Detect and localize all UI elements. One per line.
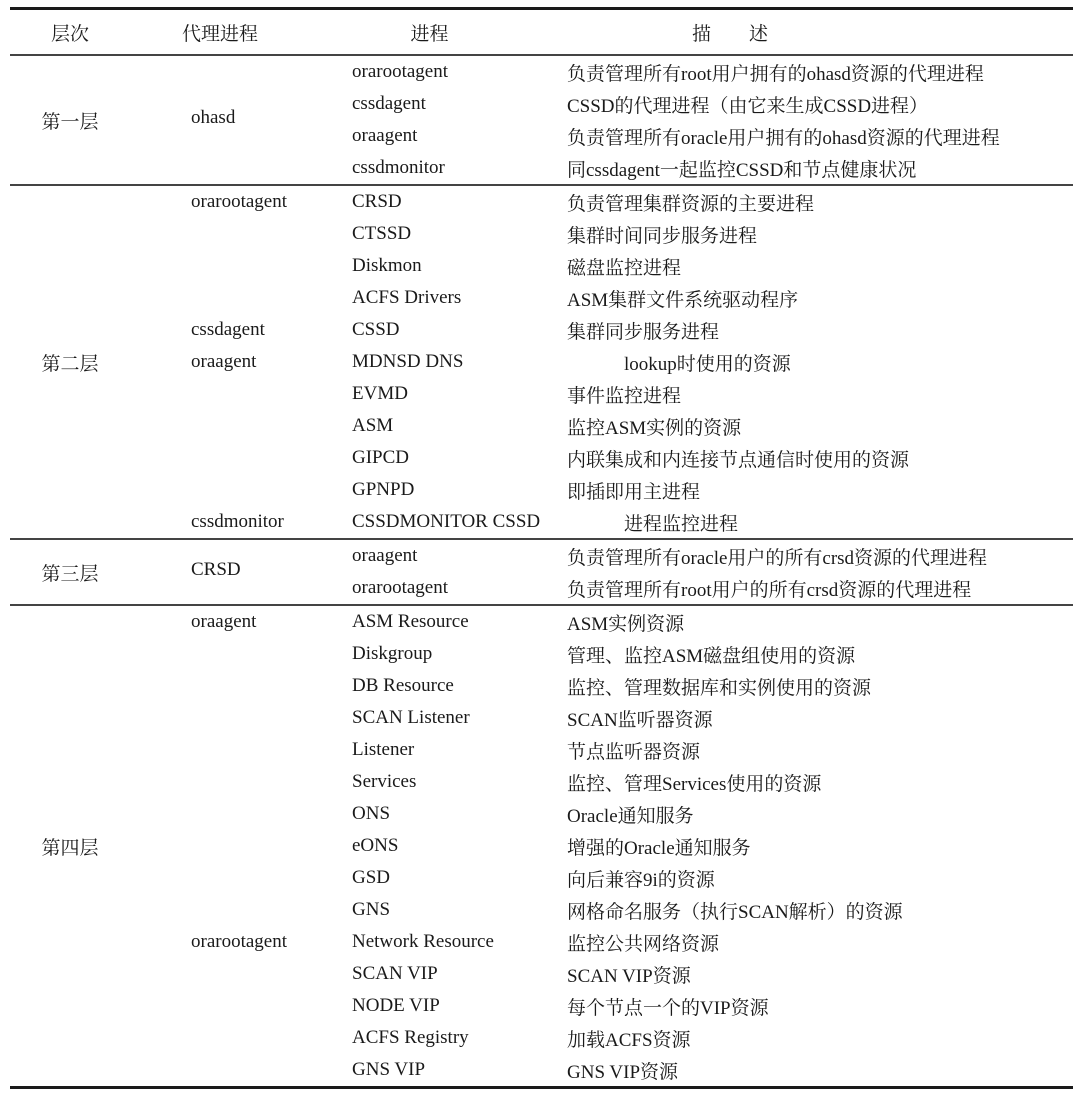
process-cell: ASM xyxy=(352,415,394,436)
header-process: 进程 xyxy=(410,23,449,45)
process-cell: CTSSD xyxy=(352,223,412,244)
layer-label: 第二层 xyxy=(41,354,99,375)
process-cell: NODE VIP xyxy=(352,995,440,1016)
layer-group xyxy=(10,186,1073,538)
layer-group xyxy=(10,540,1073,604)
agent-cell: oraagent xyxy=(191,611,257,632)
header-agent: 代理进程 xyxy=(182,23,259,45)
description-cell: Oracle通知服务 xyxy=(567,805,694,827)
description-cell: 加载ACFS资源 xyxy=(567,1029,691,1051)
table-body xyxy=(10,56,1073,1086)
agent-cell: cssdagent xyxy=(191,319,265,340)
process-cell: ACFS Registry xyxy=(352,1027,469,1048)
description-cell: 负责管理所有root用户拥有的ohasd资源的代理进程 xyxy=(567,63,984,85)
table-row xyxy=(10,990,1073,1022)
table-row xyxy=(10,442,1073,474)
table-row xyxy=(10,314,1073,346)
layer-group xyxy=(10,606,1073,1086)
process-cell: EVMD xyxy=(352,383,408,404)
table-row xyxy=(10,186,1073,218)
table-row xyxy=(10,282,1073,314)
table-row xyxy=(10,378,1073,410)
description-cell: 即插即用主进程 xyxy=(567,481,701,503)
process-cell: ASM Resource xyxy=(352,611,469,632)
process-cell: cssdmonitor xyxy=(352,157,445,178)
agent-cell: oraagent xyxy=(191,351,257,372)
table-row xyxy=(10,474,1073,506)
table-row xyxy=(10,638,1073,670)
layer-label: 第一层 xyxy=(41,112,99,133)
description-cell: 事件监控进程 xyxy=(567,385,682,407)
process-cell: SCAN Listener xyxy=(352,707,470,728)
process-cell: oraagent xyxy=(352,125,418,146)
description-cell: GNS VIP资源 xyxy=(567,1061,679,1083)
description-cell: 负责管理所有oracle用户拥有的ohasd资源的代理进程 xyxy=(567,127,1000,149)
table-row xyxy=(10,606,1073,638)
table-row xyxy=(10,670,1073,702)
description-cell: SCAN VIP资源 xyxy=(567,965,691,987)
description-cell: 负责管理所有oracle用户的所有crsd资源的代理进程 xyxy=(567,547,988,569)
agent-label: ohasd xyxy=(191,107,236,128)
description-cell: 监控公共网络资源 xyxy=(567,933,720,955)
description-cell: 监控ASM实例的资源 xyxy=(567,417,742,439)
layer-label: 第四层 xyxy=(41,838,99,859)
agent-cell: orarootagent xyxy=(191,931,288,952)
process-cell: Services xyxy=(352,771,417,792)
process-cell: GNS VIP xyxy=(352,1059,426,1080)
description-cell: 向后兼容9i的资源 xyxy=(567,869,715,891)
process-cell: CSSD xyxy=(352,319,400,340)
table-row xyxy=(10,894,1073,926)
process-table xyxy=(10,7,1073,1089)
table-row xyxy=(10,958,1073,990)
header-description: 描 述 xyxy=(691,23,768,45)
agent-cell: cssdmonitor xyxy=(191,511,284,532)
description-cell: 负责管理所有root用户的所有crsd资源的代理进程 xyxy=(567,579,972,601)
table-row xyxy=(10,152,1073,184)
description-cell: 集群同步服务进程 xyxy=(567,321,720,343)
header-layer: 层次 xyxy=(50,23,89,45)
process-cell: ONS xyxy=(352,803,391,824)
description-cell: lookup时使用的资源 xyxy=(624,353,791,375)
table-row xyxy=(10,218,1073,250)
table-row xyxy=(10,56,1073,88)
table-row xyxy=(10,798,1073,830)
description-cell: 负责管理集群资源的主要进程 xyxy=(567,193,815,215)
description-cell: 管理、监控ASM磁盘组使用的资源 xyxy=(567,645,856,667)
agent-label: CRSD xyxy=(191,559,241,580)
description-cell: 监控、管理数据库和实例使用的资源 xyxy=(567,677,872,699)
table-row xyxy=(10,926,1073,958)
process-cell: SCAN VIP xyxy=(352,963,438,984)
description-cell: 监控、管理Services使用的资源 xyxy=(567,773,822,795)
description-cell: 进程监控进程 xyxy=(624,513,739,535)
description-cell: 磁盘监控进程 xyxy=(567,257,682,279)
description-cell: 节点监听器资源 xyxy=(567,741,701,763)
description-cell: CSSD的代理进程（由它来生成CSSD进程） xyxy=(567,95,929,117)
process-cell: GSD xyxy=(352,867,391,888)
process-cell: oraagent xyxy=(352,545,418,566)
table-row xyxy=(10,1054,1073,1086)
description-cell: ASM集群文件系统驱动程序 xyxy=(567,289,799,311)
table-row xyxy=(10,702,1073,734)
process-cell: MDNSD DNS xyxy=(352,351,464,372)
table-row xyxy=(10,410,1073,442)
process-cell: ACFS Drivers xyxy=(352,287,462,308)
bottom-rule xyxy=(10,1086,1073,1089)
table-row xyxy=(10,506,1073,538)
process-cell: cssdagent xyxy=(352,93,426,114)
table-row xyxy=(10,734,1073,766)
process-cell: GIPCD xyxy=(352,447,410,468)
description-cell: 同cssdagent一起监控CSSD和节点健康状况 xyxy=(567,159,917,181)
process-cell: Network Resource xyxy=(352,931,494,952)
layer-label: 第三层 xyxy=(41,564,99,585)
process-cell: GNS xyxy=(352,899,391,920)
process-cell: Listener xyxy=(352,739,415,760)
description-cell: ASM实例资源 xyxy=(567,613,685,635)
process-cell: eONS xyxy=(352,835,399,856)
description-cell: 增强的Oracle通知服务 xyxy=(567,837,751,859)
process-cell: orarootagent xyxy=(352,577,449,598)
process-cell: CRSD xyxy=(352,191,402,212)
table-row xyxy=(10,766,1073,798)
process-cell: Diskmon xyxy=(352,255,422,276)
table-header xyxy=(10,10,1073,54)
description-cell: SCAN监听器资源 xyxy=(567,709,713,731)
process-cell: CSSDMONITOR CSSD xyxy=(352,511,541,532)
process-cell: DB Resource xyxy=(352,675,454,696)
table-row xyxy=(10,862,1073,894)
process-cell: GPNPD xyxy=(352,479,415,500)
description-cell: 网格命名服务（执行SCAN解析）的资源 xyxy=(567,901,903,923)
layer-group xyxy=(10,56,1073,184)
process-cell: orarootagent xyxy=(352,61,449,82)
description-cell: 内联集成和内连接节点通信时使用的资源 xyxy=(567,449,910,471)
process-cell: Diskgroup xyxy=(352,643,433,664)
agent-cell: orarootagent xyxy=(191,191,288,212)
table-row xyxy=(10,1022,1073,1054)
description-cell: 集群时间同步服务进程 xyxy=(567,225,758,247)
table-row xyxy=(10,250,1073,282)
description-cell: 每个节点一个的VIP资源 xyxy=(567,997,769,1019)
